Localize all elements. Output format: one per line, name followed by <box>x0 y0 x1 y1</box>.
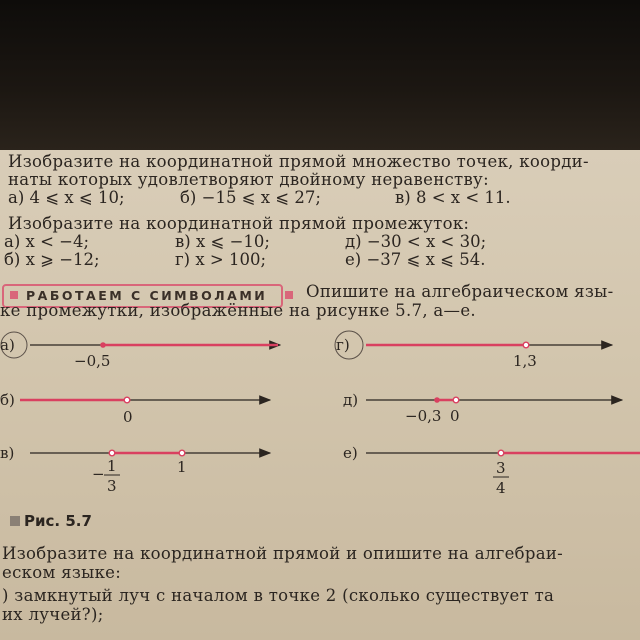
panel-v-label: в) <box>0 444 15 462</box>
task4-line3: ) замкнутый луч с началом в точке 2 (сколько существует та <box>2 586 555 605</box>
panel-e-label: е) <box>343 444 358 462</box>
caption-text: Рис. 5.7 <box>24 512 92 530</box>
panel-v <box>0 444 270 495</box>
task1-item-a: а) 4 ⩽ x ⩽ 10; <box>8 188 125 207</box>
panel-a <box>0 332 280 370</box>
panel-v-point-b-label: 1 <box>177 458 187 476</box>
panel-a-point <box>100 342 106 348</box>
task2-item-d: д) −30 < x < 30; <box>345 232 487 251</box>
task1-item-c: в) 8 < x < 11. <box>395 188 511 207</box>
badge-marker-right <box>285 291 293 299</box>
panel-g <box>335 331 612 370</box>
panel-g-label: г) <box>336 336 350 354</box>
dark-background <box>0 0 640 150</box>
task2-item-b: б) x ⩾ −12; <box>4 250 100 269</box>
task1-line2: наты которых удовлетворяют двойному неравенству: <box>8 170 489 189</box>
panel-d-point-b-label: 0 <box>450 407 460 425</box>
panel-d-point-a-label: −0,3 <box>405 407 442 425</box>
panel-v-point-b <box>179 450 185 456</box>
panel-e-point-num: 3 <box>496 459 506 477</box>
task1-item-b: б) −15 ⩽ x ⩽ 27; <box>180 188 321 207</box>
panel-v-point-a-sign: − <box>92 465 105 483</box>
task2-item-g: г) x > 100; <box>175 250 266 269</box>
task2-line1: Изобразите на координатной прямой промежуток: <box>8 214 470 233</box>
panel-d-label: д) <box>343 391 359 409</box>
figure-5-7 <box>0 328 640 508</box>
panel-d-point-a <box>434 397 440 403</box>
task2-item-v: в) x ⩽ −10; <box>175 232 270 251</box>
task4-line1: Изобразите на координатной прямой и опишите на алгебраи- <box>2 544 564 563</box>
panel-v-point-a-num: 1 <box>107 457 117 475</box>
panel-g-point <box>523 342 529 348</box>
badge-text: РАБОТАЕМ С СИМВОЛАМИ <box>26 288 268 303</box>
task3-line2: ке промежутки, изображённые на рисунке 5.7, а—е. <box>0 301 476 320</box>
panel-e-point-den: 4 <box>496 479 506 497</box>
panel-b-point <box>124 397 130 403</box>
task4-line4: их лучей?); <box>2 605 104 624</box>
panel-d-point-b <box>453 397 459 403</box>
panel-d <box>343 391 622 425</box>
task2-item-a: а) x < −4; <box>4 232 90 251</box>
task4-line2: еском языке: <box>2 563 122 582</box>
panel-b <box>0 391 270 426</box>
panel-e <box>343 444 640 497</box>
panel-a-point-label: −0,5 <box>74 352 111 370</box>
figure-caption <box>10 512 92 530</box>
textbook-page <box>0 150 640 640</box>
panel-g-point-label: 1,3 <box>513 352 537 370</box>
badge-marker-left <box>10 291 18 299</box>
panel-e-point <box>498 450 504 456</box>
task2-item-e: е) −37 ⩽ x ⩽ 54. <box>345 250 486 269</box>
panel-v-point-a-den: 3 <box>107 477 117 495</box>
panel-b-label: б) <box>0 391 15 409</box>
task1-line1: Изобразите на координатной прямой множество точек, коорди- <box>8 152 589 171</box>
panel-v-point-a <box>109 450 115 456</box>
panel-b-point-label: 0 <box>123 408 133 426</box>
task3-line1: Опишите на алгебраическом язы- <box>306 282 614 301</box>
panel-a-label: а) <box>0 336 15 354</box>
caption-marker <box>10 516 20 526</box>
